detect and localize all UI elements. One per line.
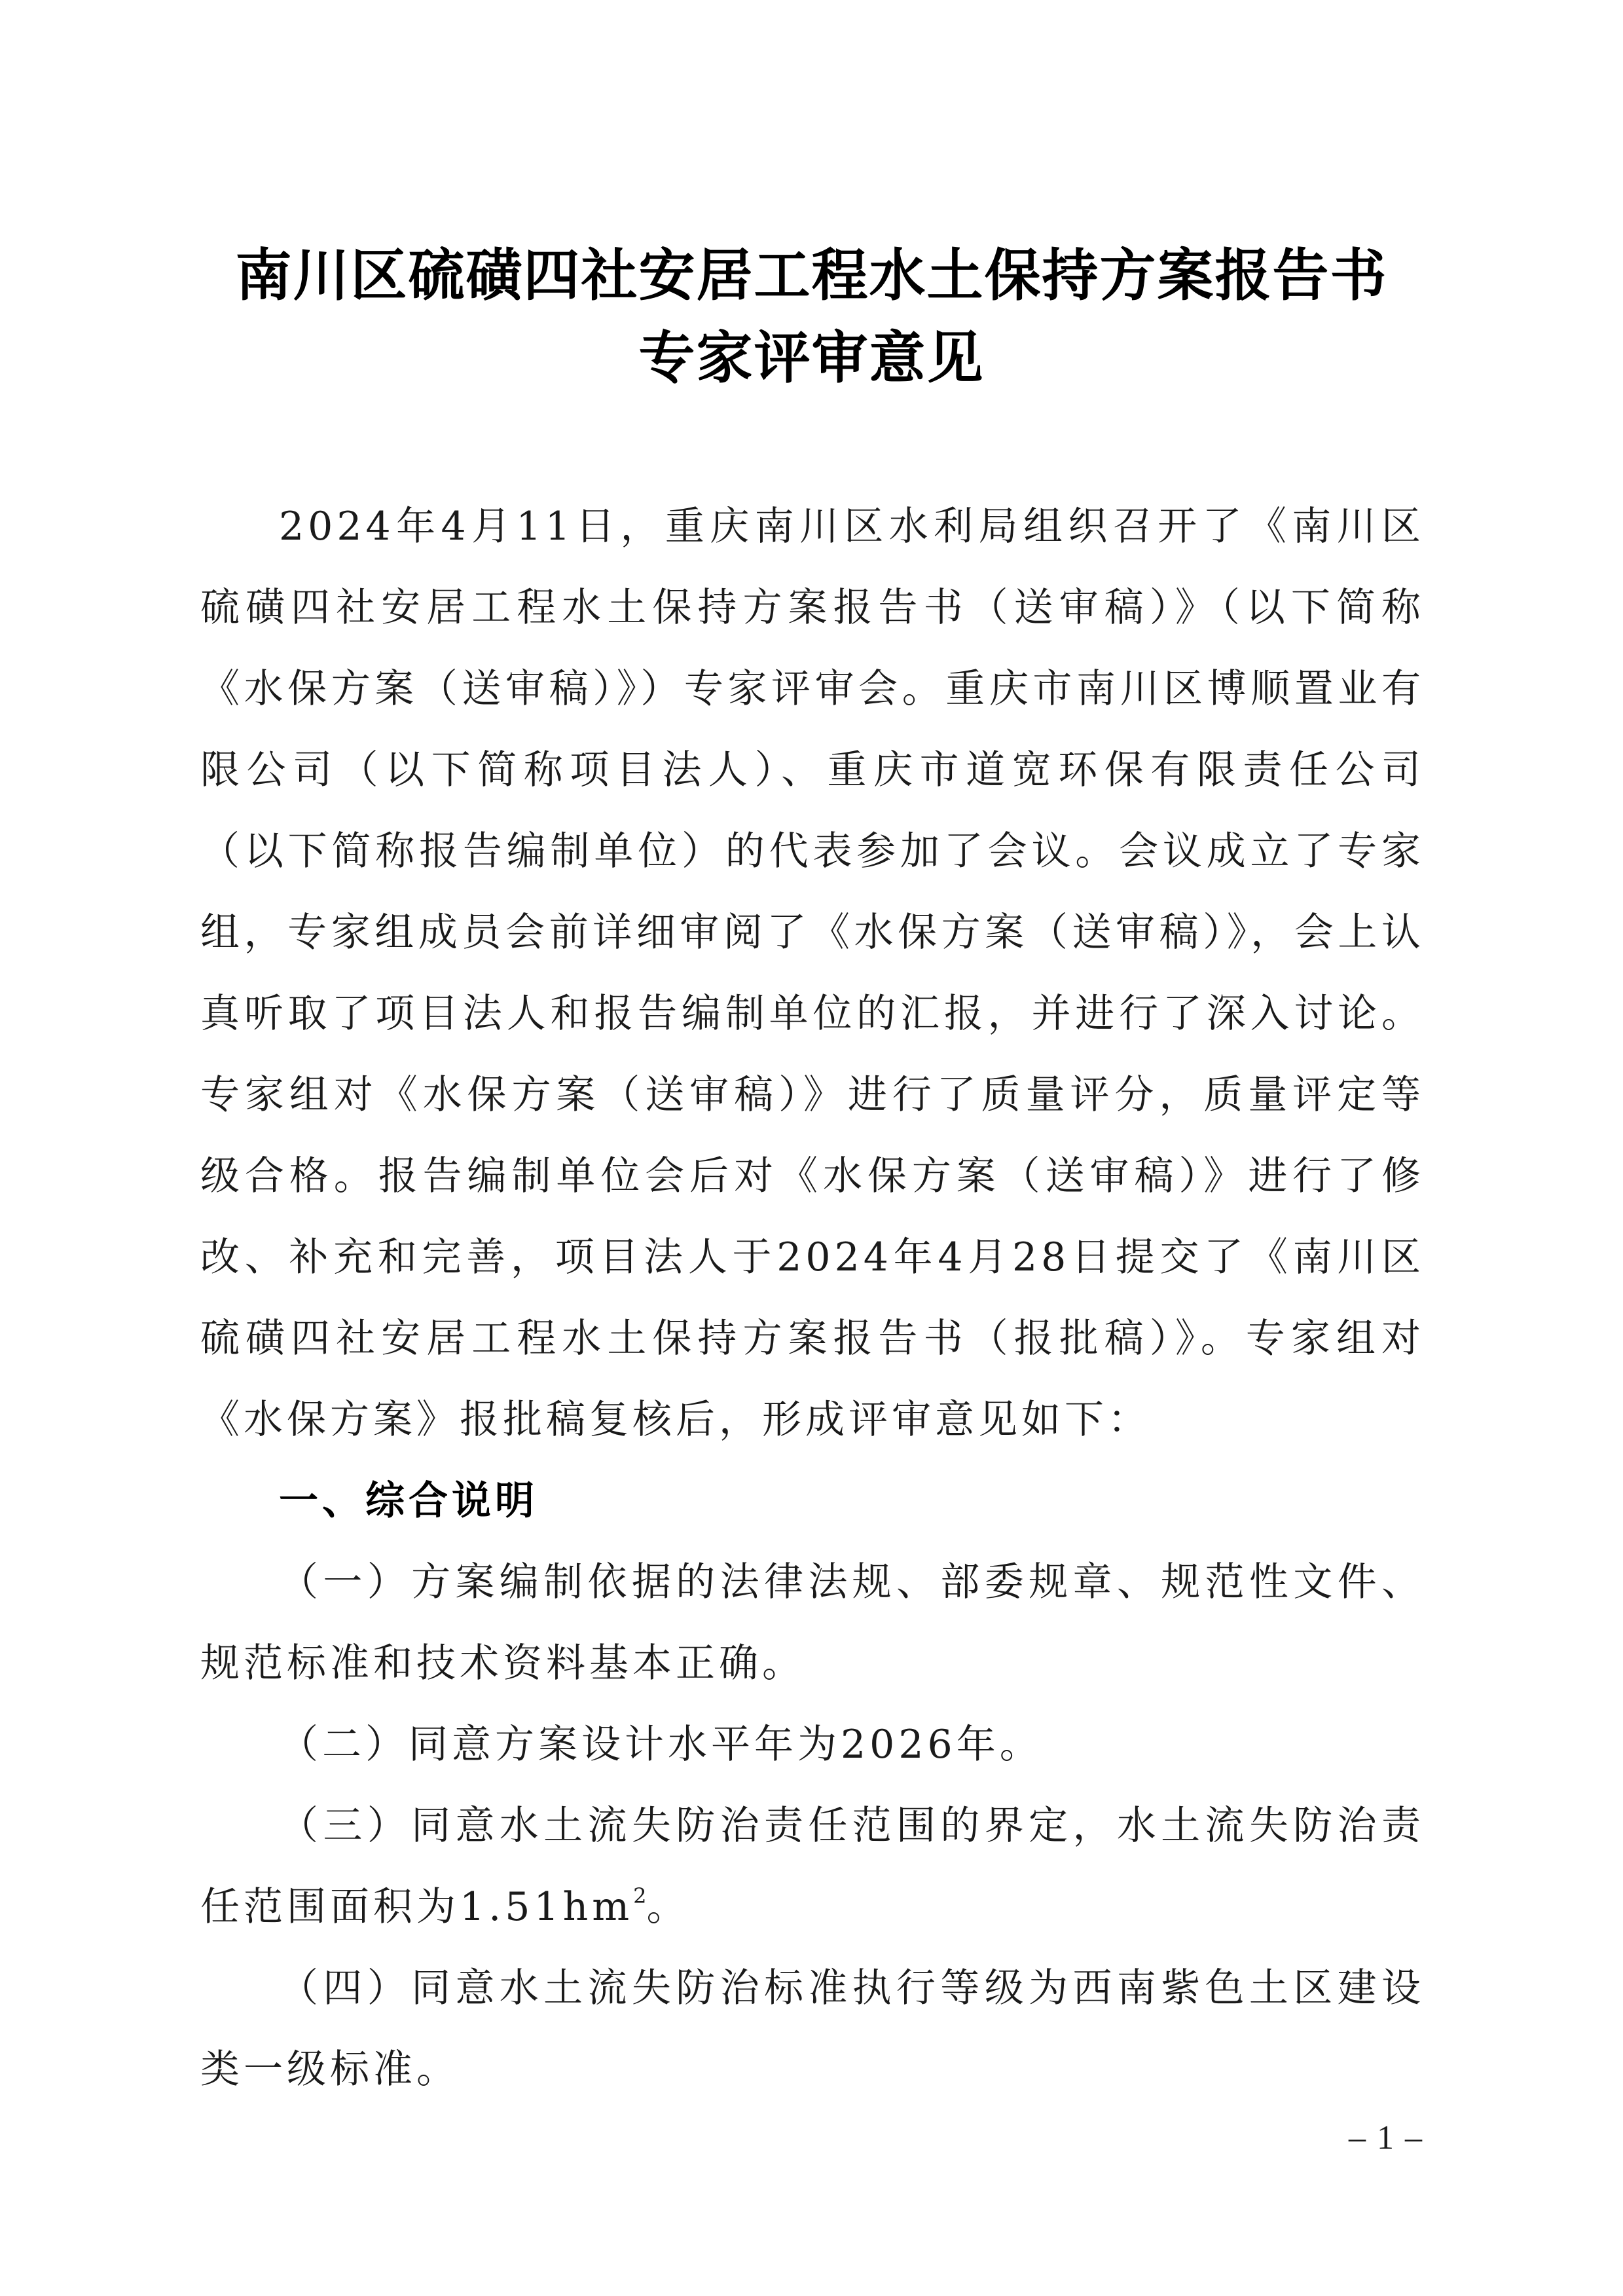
page-number: – 1 – bbox=[1349, 2119, 1423, 2157]
item-responsibility-area-text: （三）同意水土流失防治责任范围的界定，水土流失防治责任范围面积为1.51hm bbox=[200, 1803, 1425, 1930]
item-prevention-standard: （四）同意水土流失防治标准执行等级为西南紫色土区建设类一级标准。 bbox=[200, 1965, 1425, 2092]
document-body bbox=[200, 486, 1425, 2110]
document-title-line-2: 专家评审意见 bbox=[638, 325, 985, 391]
item-design-year: （二）同意方案设计水平年为2026年。 bbox=[279, 1722, 1043, 1768]
item-basis: （一）方案编制依据的法律法规、部委规章、规范性文件、规范标准和技术资料基本正确。 bbox=[200, 1559, 1425, 1686]
item-responsibility-area-end: 。 bbox=[646, 1884, 690, 1930]
intro-paragraph: 2024年4月11日，重庆南川区水利局组织召开了《南川区硫磺四社安居工程水土保持方案报告书（送审稿）》（以下简称《水保方案（送审稿）》）专家评审会。重庆市南川区博顺置业有限公司（以下简称项目法人）、重庆市道宽环保有限责任公司（以下简称报告编制单位）的代表参加了会议。会议成立了专家组，专家组成员会前详细审阅了《水保方案（送审稿）》，会上认真听取了项目法人和报告编制单位的汇报，并进行了深入讨论。专家组对《水保方案（送审稿）》进行了质量评分，质量评定等级合格。报告编制单位会后对《水保方案（送审稿）》进行了修改、补充和完善，项目法人于2024年4月28日提交了《南川区硫磺四社安居工程水土保持方案报告书（报批稿）》。专家组对《水保方案》报批稿复核后，形成评审意见如下： bbox=[200, 504, 1425, 1443]
document-title-line-1: 南川区硫磺四社安居工程水土保持方案报告书 bbox=[235, 242, 1388, 308]
section-heading-general: 一、综合说明 bbox=[279, 1478, 538, 1524]
area-unit-superscript: 2 bbox=[633, 1883, 647, 1908]
item-responsibility-area bbox=[200, 1785, 1425, 1948]
